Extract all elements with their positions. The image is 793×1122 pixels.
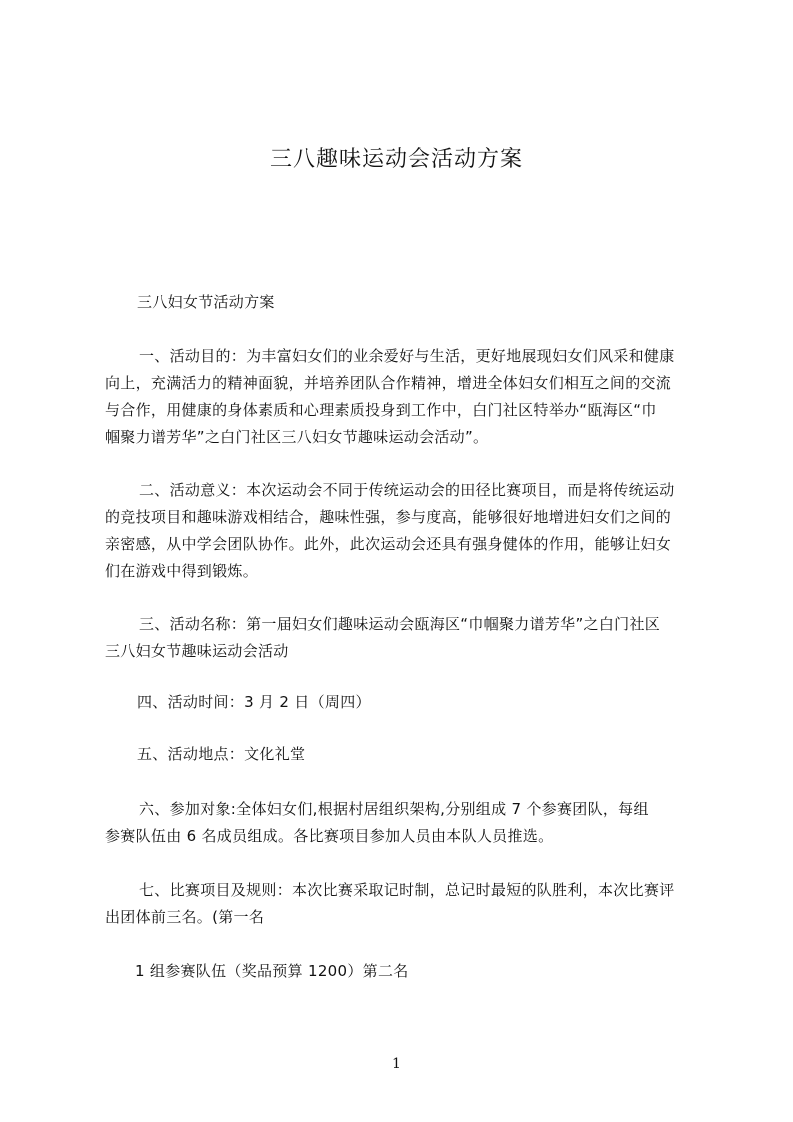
paragraph-purpose-line-3: 与合作，用健康的身体素质和心理素质投身到工作中，白门社区特举办“瓯海区“巾 bbox=[105, 401, 657, 419]
paragraph-prize: 1 组参赛队伍（奖品预算 1200）第二名 bbox=[135, 962, 409, 980]
paragraph-name-line-2: 三八妇女节趣味运动会活动 bbox=[105, 642, 289, 660]
page-number: 1 bbox=[392, 1056, 401, 1072]
paragraph-significance-line-2: 的竞技项目和趣味游戏相结合，趣味性强，参与度高，能够很好地增进妇女们之间的 bbox=[105, 508, 672, 526]
paragraph-participants-line-1: 六、参加对象:全体妇女们,根据村居组织架构,分别组成 7 个参赛团队，每组 bbox=[139, 800, 649, 818]
paragraph-time: 四、活动时间：3 月 2 日（周四） bbox=[137, 693, 371, 711]
paragraph-significance-line-1: 二、活动意义：本次运动会不同于传统运动会的田径比赛项目，而是将传统运动 bbox=[139, 481, 675, 499]
paragraph-significance-line-4: 们在游戏中得到锻炼。 bbox=[105, 562, 259, 580]
paragraph-purpose-line-4: 帼聚力谱芳华”之白门社区三八妇女节趣味运动会活动”。 bbox=[105, 428, 489, 446]
paragraph-rules-line-2: 出团体前三名。(第一名 bbox=[105, 908, 265, 926]
paragraph-purpose-line-2: 向上，充满活力的精神面貌，并培养团队合作精神，增进全体妇女们相互之间的交流 bbox=[105, 374, 672, 392]
paragraph-location: 五、活动地点：文化礼堂 bbox=[137, 745, 306, 763]
paragraph-rules-line-1: 七、比赛项目及规则：本次比赛采取记时制，总记时最短的队胜利，本次比赛评 bbox=[139, 881, 675, 899]
document-title: 三八趣味运动会活动方案 bbox=[269, 147, 523, 172]
paragraph-purpose-line-1: 一、活动目的：为丰富妇女们的业余爱好与生活，更好地展现妇女们风采和健康 bbox=[139, 347, 675, 365]
paragraph-name-line-1: 三、活动名称：第一届妇女们趣味运动会瓯海区“巾帼聚力谱芳华”之白门社区 bbox=[139, 615, 661, 633]
plan-subtitle: 三八妇女节活动方案 bbox=[137, 293, 275, 311]
paragraph-significance-line-3: 亲密感，从中学会团队协作。此外，此次运动会还具有强身健体的作用，能够让妇女 bbox=[105, 535, 672, 553]
paragraph-participants-line-2: 参赛队伍由 6 名成员组成。各比赛项目参加人员由本队人员推选。 bbox=[105, 827, 554, 845]
